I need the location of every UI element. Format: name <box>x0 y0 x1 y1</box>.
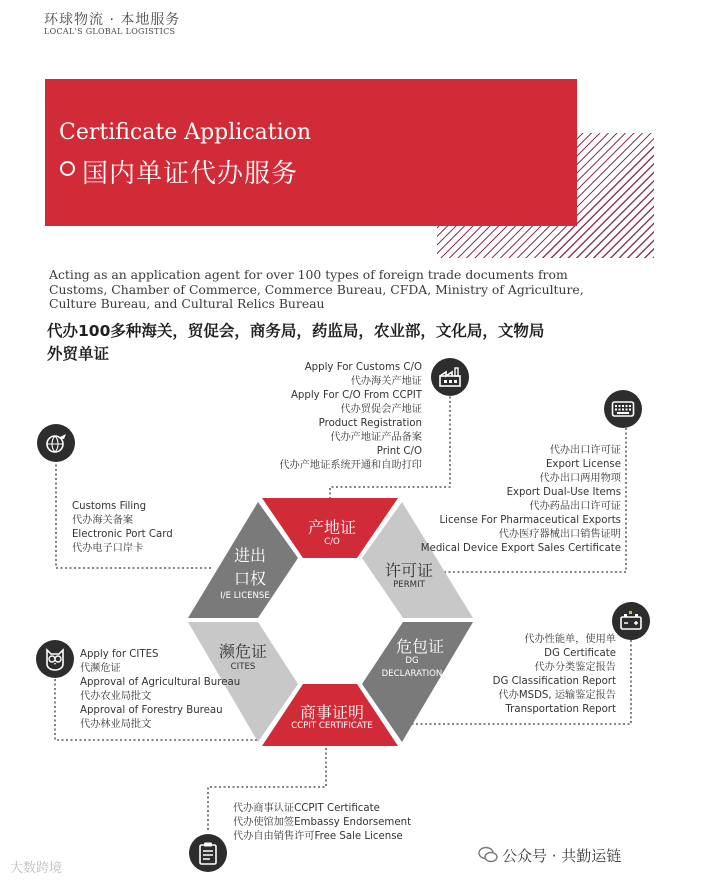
ccpit-label: 代办商事认证CCPIT Certificate <box>233 803 380 814</box>
intro-cn-line: 代办100多种海关，贸促会，商务局，药监局，农业部，文化局，文物局 <box>47 322 545 340</box>
battery-icon <box>612 602 650 640</box>
ccpit-labels <box>233 802 411 844</box>
dg-label: 代办性能单，使用单 <box>524 634 616 645</box>
segment-ie-cn2: 口权 <box>233 569 266 588</box>
dg-label: 代办分类鉴定报告 <box>534 662 616 673</box>
origin-label: 代办海关产地证 <box>350 376 422 387</box>
cites-label: 代办农业局批文 <box>80 691 152 702</box>
dg-labels <box>416 633 616 717</box>
owl-icon <box>36 640 74 678</box>
segment-dg-en1: DG <box>405 656 419 666</box>
ie-label: Customs Filing <box>72 501 147 512</box>
brand-subtitle: LOCAL'S GLOBAL LOGISTICS <box>44 27 176 36</box>
permit-label: Export License <box>546 459 621 470</box>
keyboard-icon <box>604 390 642 428</box>
dg-label: DG Classification Report <box>492 676 616 687</box>
segment-permit-en: PERMIT <box>393 580 425 590</box>
ie-label: 代办海关备案 <box>72 515 134 526</box>
cites-label: Approval of Agricultural Bureau <box>80 677 241 688</box>
dg-label: 代办MSDS, 运输鉴定报告 <box>498 690 616 701</box>
permit-label: License For Pharmaceutical Exports <box>439 515 621 526</box>
cites-label: 代濒危证 <box>80 663 121 674</box>
ccpit-label: 代办自由销售许可Free Sale License <box>233 831 403 842</box>
cites-label: Apply for CITES <box>80 649 159 660</box>
segment-ccpit-cn: 商事证明 <box>299 703 364 722</box>
intro-en-line: Customs, Chamber of Commerce, Commerce Bureau, CFDA, Ministry of Agriculture, <box>49 281 584 297</box>
footer-watermark: 大数跨境 <box>10 861 63 876</box>
dg-label: Transportation Report <box>505 704 616 715</box>
origin-label: Product Registration <box>318 418 422 429</box>
ie-label: 代办电子口岸卡 <box>72 543 144 554</box>
permit-labels <box>391 444 621 556</box>
ccpit-label: 代办使馆加签Embassy Endorsement <box>233 817 412 828</box>
segment-origin-en: C/O <box>324 537 340 547</box>
permit-label: 代办药品出口许可证 <box>529 501 621 512</box>
ie-labels <box>72 500 173 556</box>
factory-icon <box>431 358 469 396</box>
ie-label: Electronic Port Card <box>72 529 173 540</box>
segment-cites-en: CITES <box>230 662 256 672</box>
permit-label: 代办出口两用物项 <box>539 473 621 484</box>
origin-label: Apply For Customs C/O <box>304 362 422 373</box>
intro-en-line: Acting as an application agent for over 100 types of foreign trade documents from <box>49 267 568 282</box>
wechat-icon <box>478 846 498 863</box>
segment-ie-en: I/E LICENSE <box>220 591 270 601</box>
intro-en-line: Culture Bureau, and Cultural Relics Bureau <box>49 296 325 311</box>
dg-label: DG Certificate <box>544 648 616 659</box>
footer-wechat: 公众号 · 共勤运链 <box>502 847 622 865</box>
segment-origin-cn: 产地证 <box>307 518 356 537</box>
segment-permit-cn: 许可证 <box>384 561 433 580</box>
brand-title: 环球物流 · 本地服务 <box>44 12 181 28</box>
segment-ccpit-en: CCPIT CERTIFICATE <box>291 721 373 731</box>
origin-label: Apply For C/O From CCPIT <box>290 390 422 401</box>
globe-plane-icon <box>37 424 75 462</box>
cites-label: 代办林业局批文 <box>80 719 152 730</box>
segment-dg-en2: DECLARATION <box>381 669 443 679</box>
permit-label: Export Dual-Use Items <box>506 487 621 498</box>
permit-label: Medical Device Export Sales Certificate <box>420 543 621 554</box>
permit-label: 代办医疗器械出口销售证明 <box>498 529 621 540</box>
cites-label: Approval of Forestry Bureau <box>80 705 223 716</box>
cites-labels <box>80 648 240 732</box>
intro-cn-line: 外贸单证 <box>47 345 110 363</box>
origin-label: Print C/O <box>376 446 422 457</box>
hero-title-en: Certificate Application <box>59 120 312 145</box>
clipboard-icon <box>189 834 227 872</box>
segment-cites-cn: 濒危证 <box>218 642 267 661</box>
origin-label: 代办产地证系统开通和自助打印 <box>279 460 422 471</box>
segment-dg-cn: 危包证 <box>395 637 444 656</box>
permit-label: 代办出口许可证 <box>549 445 621 456</box>
origin-label: 代办贸促会产地证 <box>340 404 422 415</box>
origin-label: 代办产地证产品备案 <box>330 432 422 443</box>
segment-ie-cn1: 进出 <box>233 546 266 565</box>
hero-title-cn: 国内单证代办服务 <box>82 159 299 189</box>
